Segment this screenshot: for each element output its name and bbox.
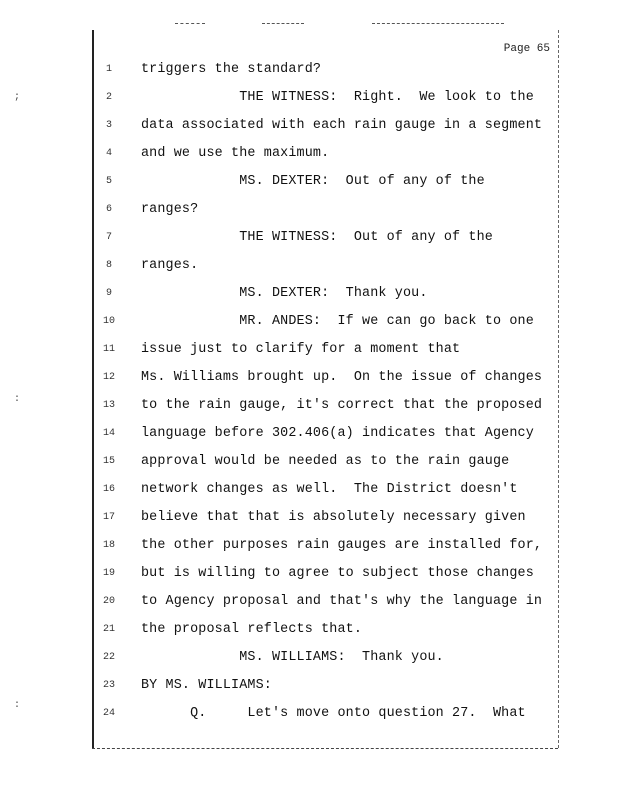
line-number: 21: [102, 624, 115, 635]
line-text: the proposal reflects that.: [141, 622, 363, 637]
page-number: Page 65: [503, 43, 550, 55]
transcript-line: [95, 230, 555, 254]
line-number: 17: [102, 512, 115, 523]
transcript-line: [95, 342, 555, 366]
line-number: 5: [105, 176, 112, 187]
line-number: 8: [105, 260, 112, 271]
line-number: 19: [102, 568, 115, 579]
line-number: 7: [105, 232, 112, 243]
line-text: but is willing to agree to subject those changes: [141, 566, 534, 581]
line-number: 10: [102, 316, 115, 327]
transcript-line: [95, 202, 555, 226]
transcript-line: [95, 454, 555, 478]
margin-scan-mark: :: [14, 700, 21, 711]
line-text: MS. DEXTER: Out of any of the: [141, 174, 485, 189]
page-bottom-rule: [92, 748, 558, 749]
transcript-line: [95, 538, 555, 562]
transcript-line: [95, 510, 555, 534]
line-text: the other purposes rain gauges are installed for,: [141, 538, 543, 553]
line-text: network changes as well. The District doesn't: [141, 482, 518, 497]
line-number: 2: [105, 92, 112, 103]
transcript-line: [95, 622, 555, 646]
line-number: 15: [102, 456, 115, 467]
transcript-line: [95, 62, 555, 86]
line-text: ranges?: [141, 202, 199, 217]
transcript-line: [95, 258, 555, 282]
transcript-line: [95, 146, 555, 170]
line-text: to the rain gauge, it's correct that the proposed: [141, 398, 543, 413]
page-left-rule: [92, 30, 94, 748]
line-number: 1: [105, 64, 112, 75]
line-number: 11: [102, 344, 115, 355]
margin-scan-mark: :: [14, 394, 21, 405]
line-number: 24: [102, 708, 115, 719]
transcript-line: [95, 398, 555, 422]
line-text: Ms. Williams brought up. On the issue of changes: [141, 370, 543, 385]
line-text: data associated with each rain gauge in a segment: [141, 118, 543, 133]
line-number: 9: [105, 288, 112, 299]
line-number: 13: [102, 400, 115, 411]
line-text: ranges.: [141, 258, 199, 273]
page-right-rule: [558, 30, 559, 748]
transcript-line: [95, 118, 555, 142]
transcript-line: [95, 678, 555, 702]
transcript-line: [95, 706, 555, 730]
transcript-line: [95, 286, 555, 310]
line-text: to Agency proposal and that's why the language in: [141, 594, 543, 609]
line-number: 18: [102, 540, 115, 551]
transcript-line: [95, 370, 555, 394]
top-edge-mark-3: [372, 23, 504, 24]
transcript-line: [95, 174, 555, 198]
line-text: and we use the maximum.: [141, 146, 330, 161]
line-text: believe that that is absolutely necessary given: [141, 510, 526, 525]
line-text: triggers the standard?: [141, 62, 322, 77]
margin-scan-mark: ;: [14, 92, 21, 103]
line-number: 3: [105, 120, 112, 131]
transcript-line: [95, 426, 555, 450]
line-text: Q. Let's move onto question 27. What: [141, 706, 526, 721]
transcript-line: [95, 90, 555, 114]
line-text: issue just to clarify for a moment that: [141, 342, 461, 357]
transcript-line: [95, 482, 555, 506]
line-number: 16: [102, 484, 115, 495]
line-number: 4: [105, 148, 112, 159]
line-text: MS. DEXTER: Thank you.: [141, 286, 428, 301]
top-edge-mark-2: [262, 23, 304, 24]
line-text: THE WITNESS: Right. We look to the: [141, 90, 534, 105]
line-number: 14: [102, 428, 115, 439]
line-number: 23: [102, 680, 115, 691]
line-text: BY MS. WILLIAMS:: [141, 678, 272, 693]
line-number: 22: [102, 652, 115, 663]
line-number: 6: [105, 204, 112, 215]
transcript-line: [95, 566, 555, 590]
line-number: 12: [102, 372, 115, 383]
transcript-line: [95, 314, 555, 338]
top-edge-mark-1: [175, 23, 205, 24]
line-text: MS. WILLIAMS: Thank you.: [141, 650, 444, 665]
transcript-line: [95, 594, 555, 618]
line-text: language before 302.406(a) indicates that Agency: [141, 426, 534, 441]
transcript-line: [95, 650, 555, 674]
line-text: approval would be needed as to the rain gauge: [141, 454, 510, 469]
line-number: 20: [102, 596, 115, 607]
line-text: THE WITNESS: Out of any of the: [141, 230, 493, 245]
line-text: MR. ANDES: If we can go back to one: [141, 314, 534, 329]
